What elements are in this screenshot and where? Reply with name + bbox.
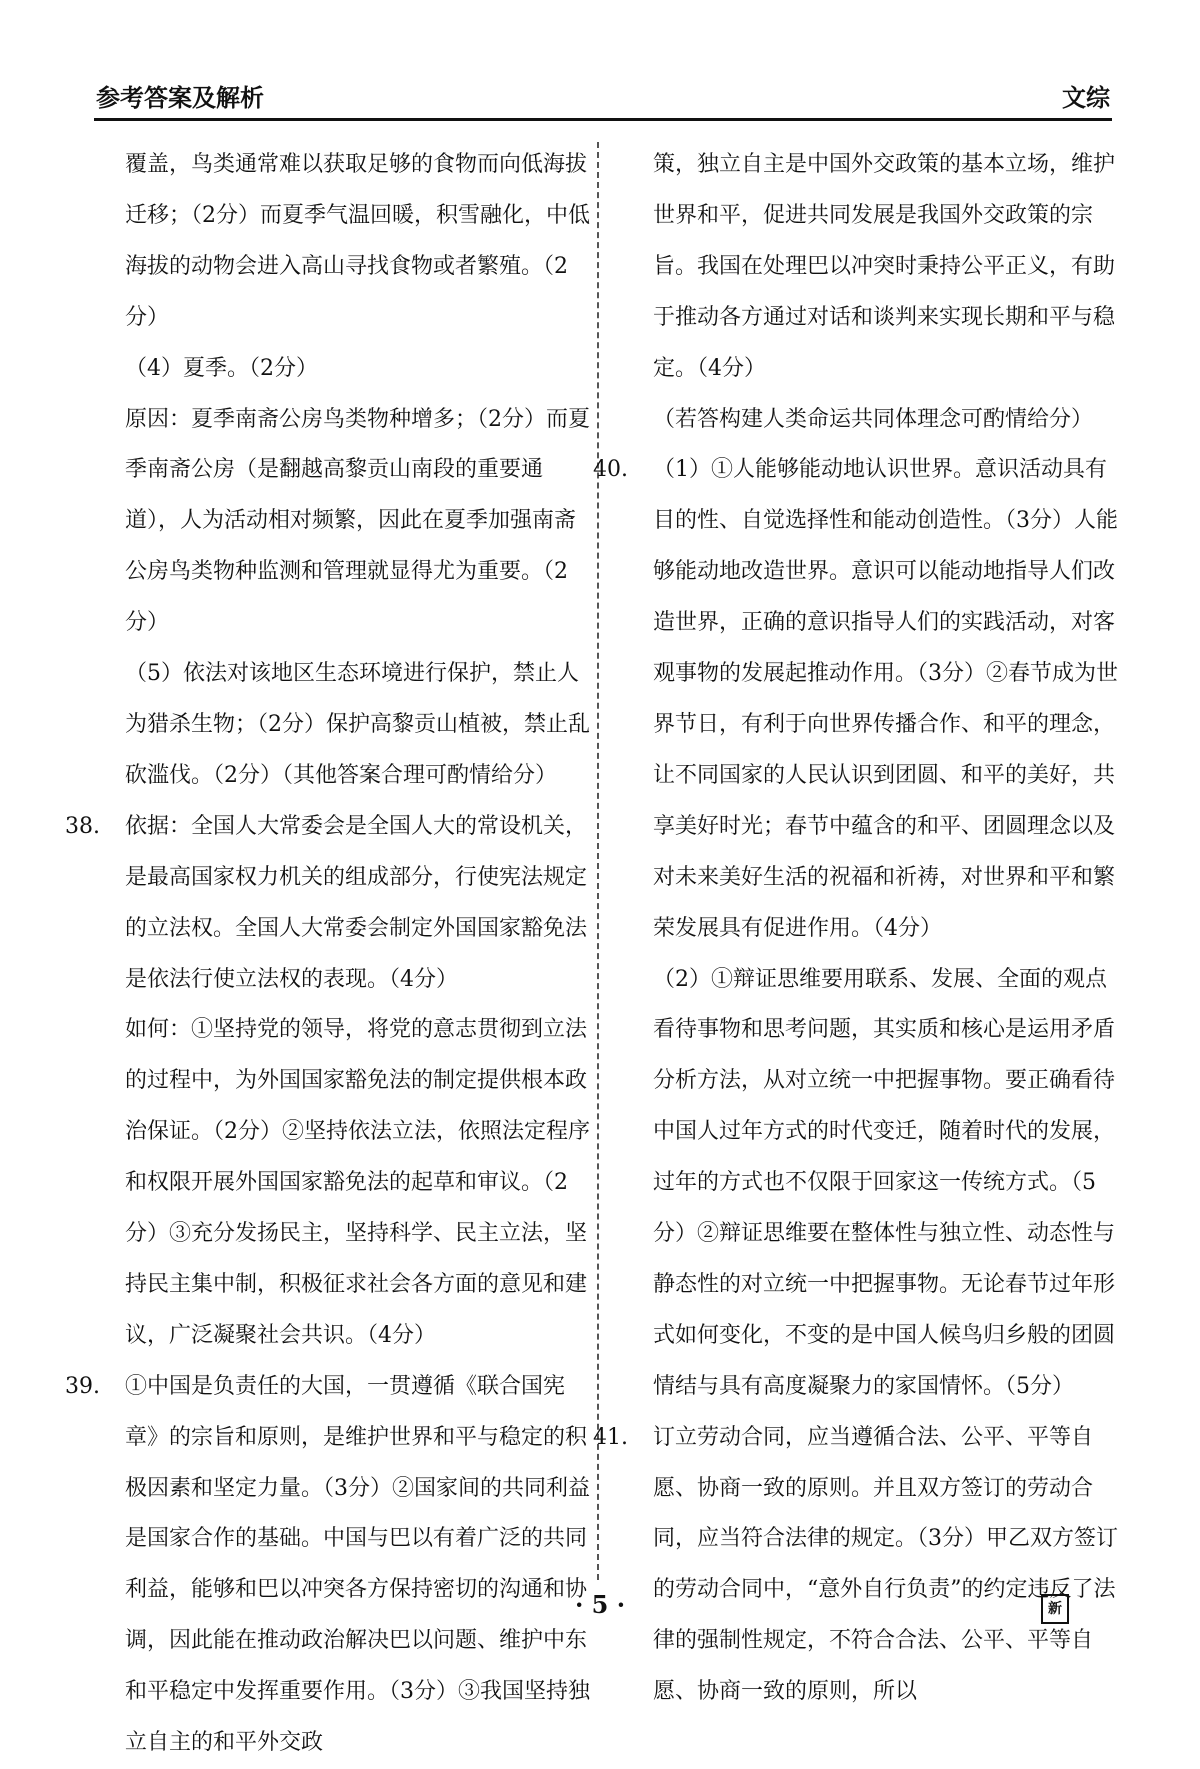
question-38 — [65, 802, 596, 1006]
question-text: ①中国是负责任的大国，一贯遵循《联合国宪章》的宗旨和原则，是维护世界和平与稳定的积极因素和坚定力量。（3分）②国家间的共同利益是国家合作的基础。中国与巴以有着广泛的共同利益，能够和巴以冲突各方保持密切的沟通和协调，因此能在推动政治解决巴以问题、维护中东和平稳定中发挥重要作用。（3分）③我国坚持独立自主的和平外交政 — [125, 1373, 590, 1756]
column-divider — [597, 142, 599, 1580]
page-header — [96, 78, 1110, 114]
question-number: 40. — [593, 457, 628, 483]
question-number: 41. — [593, 1424, 628, 1450]
publisher-stamp: 新 — [1041, 1594, 1069, 1624]
header-subject: 文综 — [1062, 83, 1110, 112]
answer-paragraph: 策，独立自主是中国外交政策的基本立场，维护世界和平，促进共同发展是我国外交政策的宗旨。我国在处理巴以冲突时秉持公平正义，有助于推动各方通过对话和谈判来实现长期和平与稳定。（4分） — [653, 152, 1116, 381]
question-40 — [593, 445, 1124, 954]
question-text: 依据：全国人大常委会是全国人大的常设机关，是最高国家权力机关的组成部分，行使宪法规定的立法权。全国人大常委会制定外国国家豁免法是依法行使立法权的表现。（4分） — [125, 813, 588, 992]
answer-paragraph: （4）夏季。（2分） — [125, 355, 318, 381]
answer-paragraph: 如何：①坚持党的领导，将党的意志贯彻到立法的过程中，为外国国家豁免法的制定提供根本政治保证。（2分）②坚持依法立法，依照法定程序和权限开展外国国家豁免法的起草和审议。（2分）③充分发扬民主，坚持科学、民主立法，坚持民主集中制，积极征求社会各方面的意见和建议，广泛凝聚社会共识。（4分） — [125, 1017, 590, 1348]
header-rule — [94, 118, 1112, 121]
header-title: 参考答案及解析 — [96, 83, 264, 112]
answer-paragraph: （5）依法对该地区生态环境进行保护，禁止人为猎杀生物；（2分）保护高黎贡山植被，禁止乱砍滥伐。（2分）（其他答案合理可酌情给分） — [125, 661, 590, 788]
answer-paragraph: （若答构建人类命运共同体理念可酌情给分） — [653, 406, 1094, 432]
answer-paragraph: （2）①辩证思维要用联系、发展、全面的观点看待事物和思考问题，其实质和核心是运用矛盾分析方法，从对立统一中把握事物。要正确看待中国人过年方式的时代变迁，随着时代的发展，过年的方式也不仅限于回家这一传统方式。（5分）②辩证思维要在整体性与独立性、动态性与静态性的对立统一中把握事物。无论春节过年形式如何变化，不变的是中国人候鸟归乡般的团圆情结与具有高度凝聚力的家国情怀。（5分） — [653, 966, 1116, 1399]
left-column — [65, 140, 596, 1769]
question-text: 订立劳动合同，应当遵循合法、公平、平等自愿、协商一致的原则。并且双方签订的劳动合同，应当符合法律的规定。（3分）甲乙双方签订的劳动合同中，“意外自行负责”的约定违反了法律的强制性规定，不符合合法、公平、平等自愿、协商一致的原则，所以 — [653, 1424, 1118, 1705]
question-number: 39. — [65, 1373, 100, 1399]
right-column — [593, 140, 1124, 1718]
answer-paragraph: 覆盖，鸟类通常难以获取足够的食物而向低海拔迁移；（2分）而夏季气温回暖，积雪融化，中低海拔的动物会进入高山寻找食物或者繁殖。（2分） — [125, 152, 590, 330]
question-39 — [65, 1362, 596, 1769]
page-number: · 5 · — [574, 1590, 626, 1619]
answer-paragraph: 原因：夏季南斋公房鸟类物种增多；（2分）而夏季南斋公房（是翻越高黎贡山南段的重要通道），人为活动相对频繁，因此在夏季加强南斋公房鸟类物种监测和管理就显得尤为重要。（2分） — [125, 406, 590, 636]
question-text: （1）①人能够能动地认识世界。意识活动具有目的性、自觉选择性和能动创造性。（3分）人能够能动地改造世界。意识可以能动地指导人们改造世界，正确的意识指导人们的实践活动，对客观事物的发展起推动作用。（3分）②春节成为世界节日，有利于向世界传播合作、和平的理念，让不同国家的人民认识到团圆、和平的美好，共享美好时光；春节中蕴含的和平、团圆理念以及对未来美好生活的祝福和祈祷，对世界和平和繁荣发展具有促进作用。（4分） — [653, 457, 1118, 941]
question-41 — [593, 1413, 1124, 1718]
question-number: 38. — [65, 813, 100, 839]
